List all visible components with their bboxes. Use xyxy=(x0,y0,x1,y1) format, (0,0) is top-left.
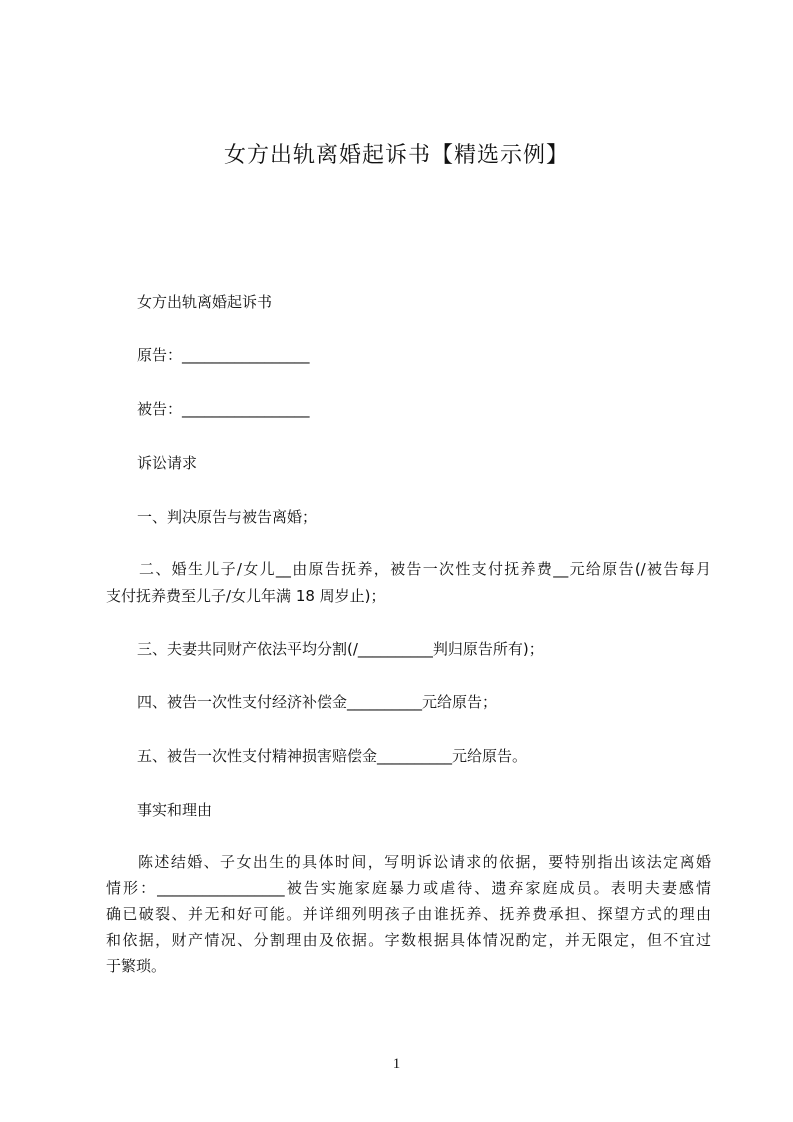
claim-4: 四、被告一次性支付经济补偿金__________元给原告； xyxy=(137,693,498,711)
document-heading: 女方出轨离婚起诉书 xyxy=(137,293,273,311)
claim-3: 三、夫妻共同财产依法平均分割(/__________判归原告所有)； xyxy=(137,640,544,658)
facts-heading: 事实和理由 xyxy=(137,801,213,819)
claim-1: 一、判决原告与被告离婚； xyxy=(137,508,318,526)
claims-heading: 诉讼请求 xyxy=(137,454,198,472)
facts-line-4: 和依据，财产情况、分割理由及依据。字数根据具体情况酌定，并无限定，但不宜过 xyxy=(106,931,711,949)
claim-2-line-2: 支付抚养费至儿子/女儿年满 18 周岁止)； xyxy=(106,587,386,605)
plaintiff-line xyxy=(137,343,310,367)
plaintiff-blank: _________________ xyxy=(182,346,310,364)
document-title: 女方出轨离婚起诉书【精选示例】 xyxy=(223,143,569,168)
page-number: 1 xyxy=(392,1056,401,1072)
plaintiff-label: 原告： xyxy=(137,346,183,364)
facts-line-3: 确已破裂、并无和好可能。并详细列明孩子由谁抚养、抚养费承担、探望方式的理由 xyxy=(106,905,711,923)
claim-2-line-1: 二、婚生儿子/女儿__由原告抚养，被告一次性支付抚养费__元给原告(/被告每月 xyxy=(139,560,711,578)
claim-5: 五、被告一次性支付精神损害赔偿金__________元给原告。 xyxy=(137,747,528,765)
defendant-blank: _________________ xyxy=(182,400,310,418)
claim-2 xyxy=(106,556,711,610)
facts-line-2: 情形：_________________被告实施家庭暴力或虐待、遗弃家庭成员。表明夫妻感情 xyxy=(106,879,711,897)
facts-line-5: 于繁琐。 xyxy=(106,957,167,975)
facts-line-1: 陈述结婚、子女出生的具体时间，写明诉讼请求的依据，要特别指出该法定离婚 xyxy=(138,853,711,871)
facts-body xyxy=(106,849,711,979)
defendant-label: 被告： xyxy=(137,400,183,418)
defendant-line xyxy=(137,397,310,421)
